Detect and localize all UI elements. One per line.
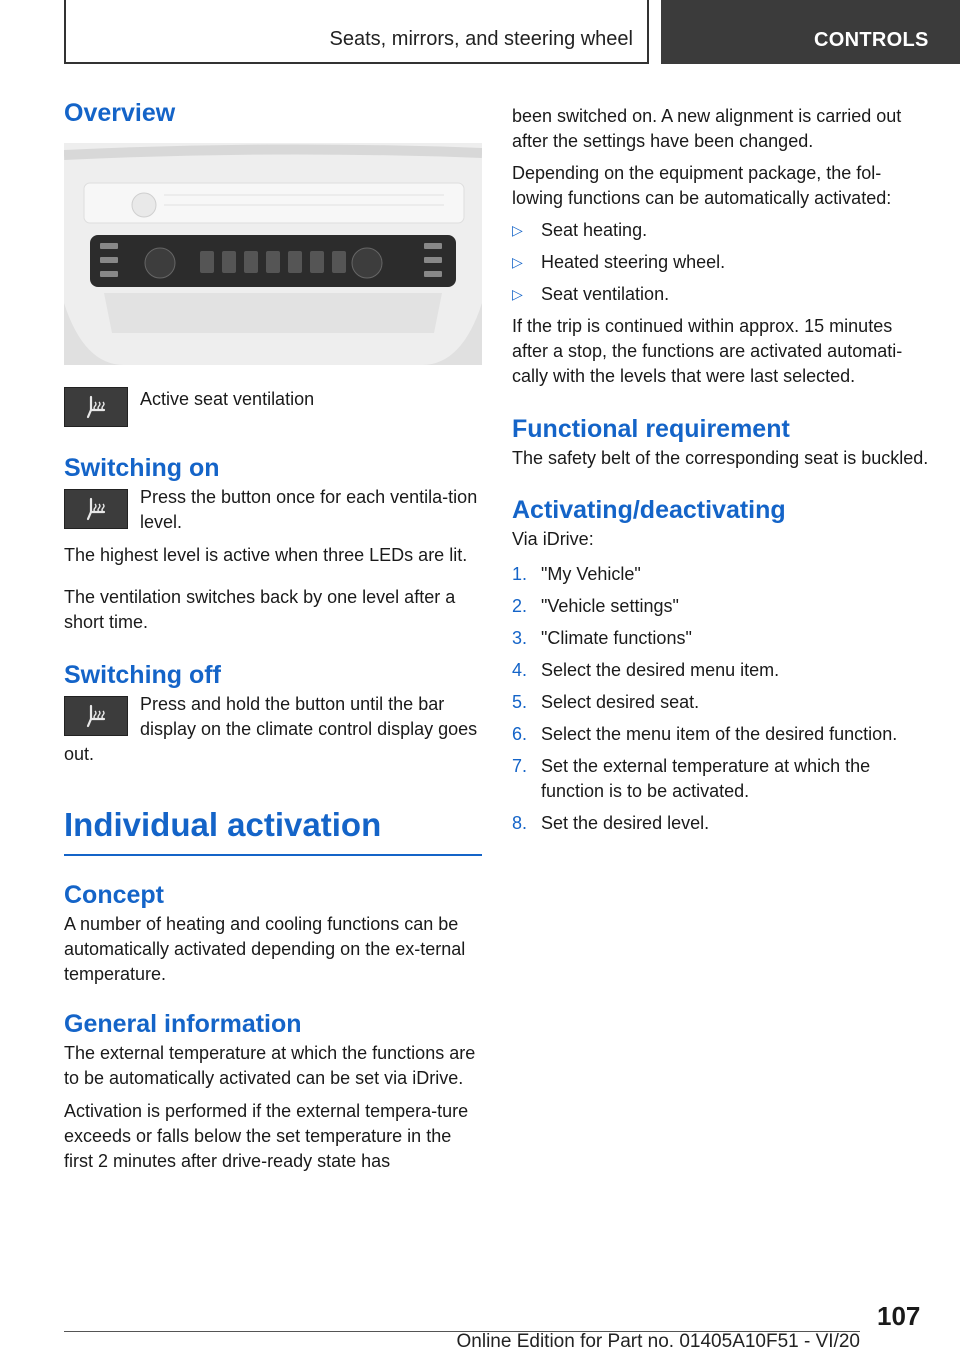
list-item: 7. Set the external temperature at which the function is to be activated. xyxy=(512,756,871,801)
concept-text: A number of heating and cooling functions can be automatically activated depending on the ex-ternal temperature. xyxy=(64,913,466,984)
general-p2: Activation is performed if the external tempera-ture exceeds or falls below the set temperature in the first 2 minutes after drive-ready state has xyxy=(64,1100,469,1171)
header-section-title: Seats, mirrors, and steering wheel xyxy=(329,28,633,50)
switching-on-row xyxy=(64,485,482,535)
auto-functions-list xyxy=(512,218,932,307)
list-item: 6. Select the menu item of the desired function. xyxy=(512,724,898,744)
caption-row xyxy=(64,387,482,427)
triangle-right-icon: ▷ xyxy=(512,286,523,302)
section-rule xyxy=(64,854,482,856)
continued-p1: been switched on. A new alignment is carried out after the settings have been changed. xyxy=(512,106,902,151)
functional-requirement-text: The safety belt of the corresponding seat is buckled. xyxy=(512,448,929,468)
list-item: 3. "Climate functions" xyxy=(512,628,692,648)
via-idrive: Via iDrive: xyxy=(512,529,594,549)
continued-p2: Depending on the equipment package, the fol-lowing functions can be automatically activated: xyxy=(512,163,892,208)
triangle-right-icon: ▷ xyxy=(512,254,523,270)
concept-heading: Concept xyxy=(64,880,164,909)
list-item: ▷ Seat ventilation. xyxy=(512,282,932,307)
footer-edition: Online Edition for Part no. 01405A10F51 - VI/20 xyxy=(456,1331,860,1352)
list-item: 5. Select desired seat. xyxy=(512,692,700,712)
seat-ventilation-icon xyxy=(64,489,128,529)
header-chapter-tab xyxy=(661,0,960,64)
header-section-tab xyxy=(64,0,649,64)
overview-heading: Overview xyxy=(64,99,176,127)
header-chapter-title: CONTROLS xyxy=(814,29,929,51)
left-column xyxy=(64,98,482,1174)
steps-list xyxy=(512,562,932,836)
seat-ventilation-icon xyxy=(64,387,128,427)
image-caption: Active seat ventilation xyxy=(140,389,315,409)
list-item: 1. "My Vehicle" xyxy=(512,564,641,584)
switching-on-p3: The ventilation switches back by one level after a short time. xyxy=(64,587,456,632)
list-item: 4. Select the desired menu item. xyxy=(512,660,780,680)
list-item: ▷ Heated steering wheel. xyxy=(512,250,932,275)
switching-on-p2: The highest level is active when three LEDs are lit. xyxy=(64,545,468,565)
list-item: ▷ Seat heating. xyxy=(512,218,932,243)
general-information-heading: General information xyxy=(64,1009,302,1038)
continued-p3: If the trip is continued within approx. 15 minutes after a stop, the functions are activated automati-cally with the levels that were last selected. xyxy=(512,316,903,386)
list-item: 8. Set the desired level. xyxy=(512,813,710,833)
triangle-right-icon: ▷ xyxy=(512,222,523,238)
individual-activation-heading: Individual activation xyxy=(64,806,382,843)
switching-off-heading: Switching off xyxy=(64,661,221,689)
switching-off-row xyxy=(64,692,482,767)
functional-requirement-heading: Functional requirement xyxy=(512,415,790,443)
climate-control-panel-image xyxy=(64,143,482,365)
activating-deactivating-heading: Activating/deactivating xyxy=(512,496,786,524)
page-number: 107 xyxy=(877,1301,921,1331)
right-column xyxy=(512,98,932,836)
list-item: 2. "Vehicle settings" xyxy=(512,596,679,616)
switching-on-text: Press the button once for each ventila-tion level. xyxy=(140,487,478,532)
general-p1: The external temperature at which the functions are to be automatically activated can be set via iDrive. xyxy=(64,1042,476,1088)
switching-on-heading: Switching on xyxy=(64,454,220,482)
switching-off-text: Press and hold the button until the bar display on the climate control display goes out. xyxy=(64,694,478,764)
seat-ventilation-icon xyxy=(64,696,128,736)
